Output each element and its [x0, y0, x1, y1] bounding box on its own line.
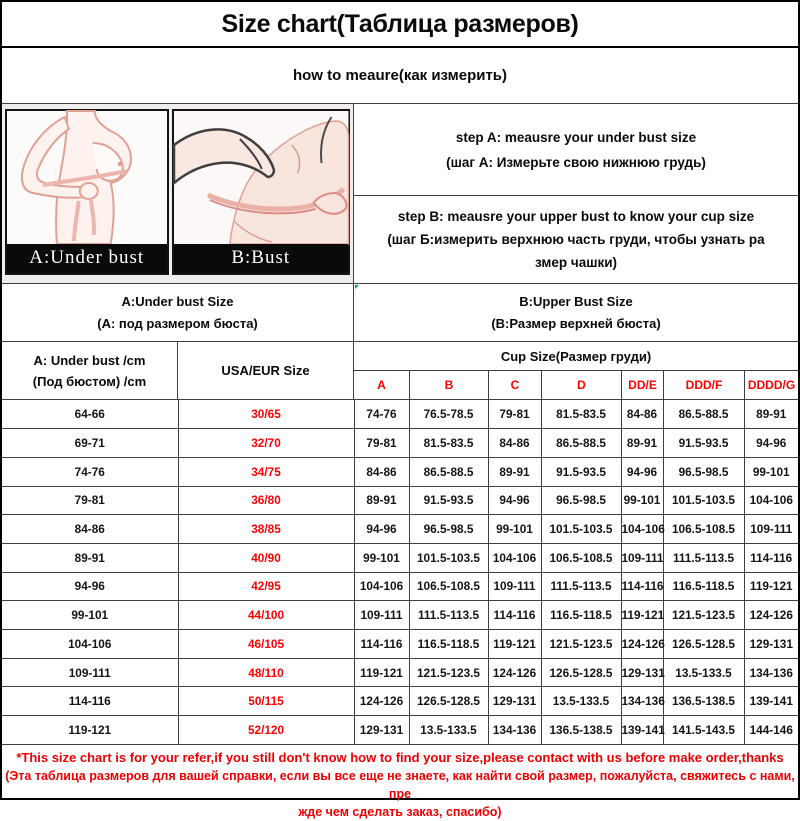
measurement-cell: 81.5-83.5 — [541, 400, 621, 429]
measurement-cell: 89-91 — [354, 486, 409, 515]
measurement-cell: 101.5-103.5 — [663, 486, 744, 515]
usa-eur-size-cell: 32/70 — [178, 429, 354, 458]
under-bust-figure-icon — [7, 111, 167, 244]
cup-size-header-group — [354, 342, 798, 399]
measurement-cell: 91.5-93.5 — [663, 429, 744, 458]
bust-figure-icon — [174, 111, 348, 244]
measurement-cell: 99-101 — [2, 601, 178, 630]
cup-letter-header: DDDD/G — [744, 371, 798, 399]
measurement-cell: 114-116 — [744, 543, 798, 572]
measurement-cell: 91.5-93.5 — [541, 457, 621, 486]
measurement-cell: 141.5-143.5 — [663, 716, 744, 745]
bust-illustration-panel — [172, 109, 350, 275]
step-a-line2: (шаг А: Измерьте свою нижнюю грудь) — [446, 154, 706, 170]
cup-letter-header: B — [409, 371, 488, 399]
measurement-cell: 106.5-108.5 — [541, 543, 621, 572]
measurement-cell: 89-91 — [621, 429, 663, 458]
measurement-cell: 119-121 — [354, 658, 409, 687]
column-header-usa-eur-size: USA/EUR Size — [178, 342, 354, 399]
footer-line1: *This size chart is for your refer,if you still don't know how to find your size,please contact with us before make order,thanks — [16, 750, 784, 765]
measurement-cell: 114-116 — [354, 630, 409, 659]
table-row — [2, 630, 798, 659]
footer-note — [2, 744, 798, 819]
measurement-cell: 129-131 — [354, 716, 409, 745]
measurement-cell: 111.5-113.5 — [409, 601, 488, 630]
section-b-line2: (B:Размер верхней бюста) — [491, 315, 661, 331]
measurement-cell: 96.5-98.5 — [663, 457, 744, 486]
measurement-cell: 96.5-98.5 — [409, 515, 488, 544]
measurement-cell: 116.5-118.5 — [541, 601, 621, 630]
measurement-cell: 74-76 — [354, 400, 409, 429]
measurement-cell: 121.5-123.5 — [409, 658, 488, 687]
measurement-cell: 86.5-88.5 — [541, 429, 621, 458]
page-title: Size chart(Таблица размеров) — [2, 2, 798, 48]
measurement-cell: 129-131 — [621, 658, 663, 687]
measurement-cell: 84-86 — [488, 429, 541, 458]
col1-line2: (Под бюстом) /cm — [32, 373, 147, 389]
measurement-cell: 119-121 — [621, 601, 663, 630]
measurement-cell: 79-81 — [2, 486, 178, 515]
measurement-cell: 109-111 — [354, 601, 409, 630]
measurement-cell: 111.5-113.5 — [663, 543, 744, 572]
measurement-cell: 94-96 — [488, 486, 541, 515]
measurement-cell: 126.5-128.5 — [541, 658, 621, 687]
measurement-cell: 76.5-78.5 — [409, 400, 488, 429]
col1-line1: A: Under bust /cm — [33, 352, 146, 368]
measurement-cell: 121.5-123.5 — [541, 630, 621, 659]
measurement-cell: 89-91 — [2, 543, 178, 572]
table-row — [2, 572, 798, 601]
step-b-line3: змер чашки) — [534, 255, 617, 270]
measurement-cell: 136.5-138.5 — [663, 687, 744, 716]
measurement-cell: 13.5-133.5 — [409, 716, 488, 745]
usa-eur-size-cell: 30/65 — [178, 400, 354, 429]
measurement-cell: 114-116 — [488, 601, 541, 630]
cup-size-title: Cup Size(Размер груди) — [354, 342, 798, 371]
usa-eur-size-cell: 38/85 — [178, 515, 354, 544]
measurement-cell: 104-106 — [354, 572, 409, 601]
measurement-cell: 96.5-98.5 — [541, 486, 621, 515]
measurement-cell: 106.5-108.5 — [663, 515, 744, 544]
usa-eur-size-cell: 44/100 — [178, 601, 354, 630]
table-row — [2, 601, 798, 630]
section-header-under-bust — [2, 284, 354, 341]
measurement-cell: 94-96 — [2, 572, 178, 601]
measurement-cell: 134-136 — [488, 716, 541, 745]
measurement-cell: 94-96 — [621, 457, 663, 486]
measurement-cell: 13.5-133.5 — [663, 658, 744, 687]
under-bust-label: A:Under bust — [7, 244, 167, 273]
measurement-cell: 116.5-118.5 — [409, 630, 488, 659]
measurement-cell: 124-126 — [621, 630, 663, 659]
measurement-cell: 109-111 — [744, 515, 798, 544]
measurement-cell: 106.5-108.5 — [409, 572, 488, 601]
usa-eur-size-cell: 34/75 — [178, 457, 354, 486]
step-b-line1: step B: meausre your upper bust to know your cup size — [397, 209, 755, 224]
table-row — [2, 687, 798, 716]
section-b-line1: B:Upper Bust Size — [519, 293, 633, 309]
measurement-cell: 114-116 — [2, 687, 178, 716]
measurement-cell: 84-86 — [354, 457, 409, 486]
usa-eur-size-cell: 52/120 — [178, 716, 354, 745]
measurement-cell: 129-131 — [744, 630, 798, 659]
measurement-cell: 139-141 — [744, 687, 798, 716]
measure-illustration — [2, 104, 354, 283]
step-b-instructions — [354, 196, 798, 283]
measurement-cell: 101.5-103.5 — [541, 515, 621, 544]
measurement-cell: 109-111 — [488, 572, 541, 601]
measurement-cell: 126.5-128.5 — [663, 630, 744, 659]
measurement-cell: 99-101 — [354, 543, 409, 572]
measurement-cell: 99-101 — [744, 457, 798, 486]
measurement-cell: 94-96 — [744, 429, 798, 458]
measurement-cell: 79-81 — [354, 429, 409, 458]
measurement-cell: 13.5-133.5 — [541, 687, 621, 716]
cup-letter-header: A — [377, 378, 386, 392]
table-row — [2, 400, 798, 429]
usa-eur-size-cell: 40/90 — [178, 543, 354, 572]
measurement-cell: 136.5-138.5 — [541, 716, 621, 745]
step-a-instructions — [354, 104, 798, 196]
usa-eur-size-cell: 46/105 — [178, 630, 354, 659]
footer-line2: (Эта таблица размеров для вашей справки, если вы все еще не знаете, как найти свой размер, пожалуйста, свяжитесь с нами, пре — [5, 769, 795, 801]
measurement-cell: 69-71 — [2, 429, 178, 458]
measurement-cell: 81.5-83.5 — [409, 429, 488, 458]
measurement-cell: 114-116 — [621, 572, 663, 601]
measurement-cell: 94-96 — [354, 515, 409, 544]
measurement-cell: 129-131 — [488, 687, 541, 716]
measurement-cell: 121.5-123.5 — [663, 601, 744, 630]
step-a-line1: step A: meausre your under bust size — [455, 129, 697, 145]
size-table — [2, 400, 798, 744]
usa-eur-size-cell: 42/95 — [178, 572, 354, 601]
measurement-cell: 74-76 — [2, 457, 178, 486]
measurement-cell: 134-136 — [621, 687, 663, 716]
footer-line3: жде чем сделать заказ, спасибо) — [298, 805, 502, 819]
table-row — [2, 486, 798, 515]
measurement-cell: 64-66 — [2, 400, 178, 429]
bust-label: B:Bust — [174, 244, 348, 273]
cup-letter-row — [354, 371, 798, 399]
measurement-cell: 124-126 — [354, 687, 409, 716]
usa-eur-size-cell: 50/115 — [178, 687, 354, 716]
measurement-cell: 86.5-88.5 — [663, 400, 744, 429]
under-bust-illustration-panel — [5, 109, 169, 275]
section-a-line1: A:Under bust Size — [121, 293, 234, 309]
measurement-cell: 124-126 — [744, 601, 798, 630]
table-row — [2, 429, 798, 458]
measurement-cell: 79-81 — [488, 400, 541, 429]
measurement-cell: 104-106 — [744, 486, 798, 515]
measurement-cell: 101.5-103.5 — [409, 543, 488, 572]
measurement-cell: 109-111 — [621, 543, 663, 572]
measurement-cell: 91.5-93.5 — [409, 486, 488, 515]
section-header-upper-bust — [354, 284, 798, 341]
usa-eur-size-cell: 36/80 — [178, 486, 354, 515]
measurement-cell: 84-86 — [621, 400, 663, 429]
table-row — [2, 515, 798, 544]
measurement-cell: 99-101 — [621, 486, 663, 515]
table-row — [2, 457, 798, 486]
measurement-cell: 104-106 — [621, 515, 663, 544]
measurement-cell: 89-91 — [488, 457, 541, 486]
cup-letter-header: D — [541, 371, 621, 399]
step-b-line2: (шаг Б:измерить верхнюю часть груди, чтобы узнать ра — [387, 232, 765, 247]
measurement-cell: 139-141 — [621, 716, 663, 745]
measurement-cell: 104-106 — [2, 630, 178, 659]
measurement-cell: 89-91 — [744, 400, 798, 429]
measurement-cell: 126.5-128.5 — [409, 687, 488, 716]
measurement-cell: 109-111 — [2, 658, 178, 687]
cup-letter-header: DD/E — [621, 371, 663, 399]
measurement-cell: 134-136 — [744, 658, 798, 687]
measurement-cell: 111.5-113.5 — [541, 572, 621, 601]
column-header-under-bust-cm — [2, 342, 178, 399]
cup-letter-header: C — [488, 371, 541, 399]
section-a-line2: (A: под размером бюста) — [97, 315, 258, 331]
section-headers — [2, 284, 798, 342]
cup-letter-header: DDD/F — [663, 371, 744, 399]
measurement-cell: 124-126 — [488, 658, 541, 687]
table-row — [2, 716, 798, 745]
measurement-cell: 84-86 — [2, 515, 178, 544]
measurement-cell: 99-101 — [488, 515, 541, 544]
table-row — [2, 658, 798, 687]
measurement-cell: 119-121 — [2, 716, 178, 745]
measurement-cell: 86.5-88.5 — [409, 457, 488, 486]
comment-marker-icon — [355, 285, 359, 289]
steps-instructions — [354, 104, 798, 283]
table-header — [2, 342, 798, 400]
measurement-cell: 119-121 — [488, 630, 541, 659]
measurement-cell: 119-121 — [744, 572, 798, 601]
usa-eur-size-cell: 48/110 — [178, 658, 354, 687]
measurement-cell: 104-106 — [488, 543, 541, 572]
measurement-cell: 144-146 — [744, 716, 798, 745]
measurement-cell: 116.5-118.5 — [663, 572, 744, 601]
howto-heading: how to meaure(как измерить) — [2, 48, 798, 104]
table-row — [2, 543, 798, 572]
measure-section — [2, 104, 798, 284]
